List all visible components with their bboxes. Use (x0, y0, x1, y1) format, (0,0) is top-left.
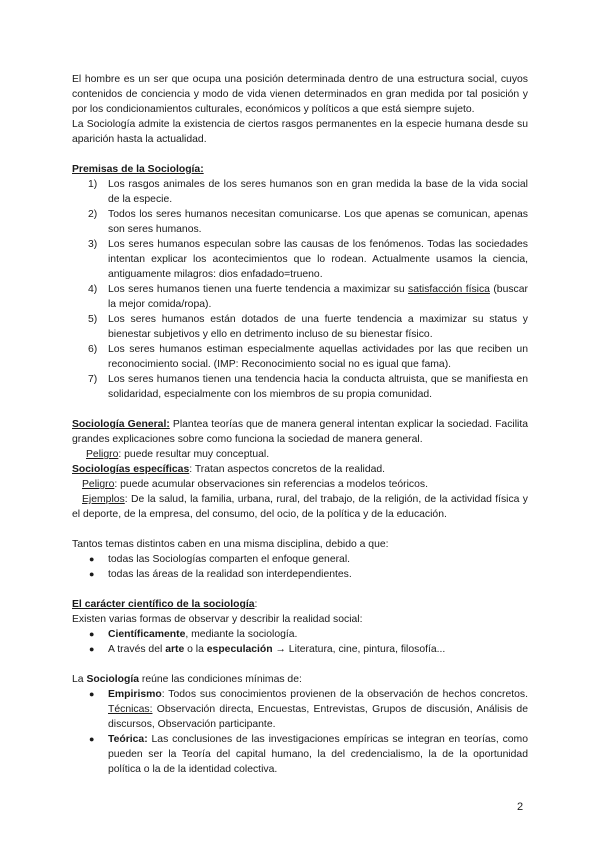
condiciones-intro: La Sociología reúne las condiciones mínimas de: (72, 674, 302, 685)
premisa-item: 4) Los seres humanos tienen una fuerte tendencia a maximizar su satisfacción física (buscar la mejor comida/ropa). (88, 284, 528, 310)
premisa-item: 3) Los seres humanos especulan sobre las causas de los fenómenos. Todas las sociedades intentan explicar los acontecimientos que lo rodean. Actualmente usamos la ciencia, antiguamente milagros: dios enfadado=trueno. (88, 239, 528, 280)
condicion-bullet: ● Teórica: Las conclusiones de las investigaciones empíricas se integran en teorías, como pueden ser la Teoría del capital humano, la del credencialismo, la de la oportunidad política o la de la identidad colectiva. (89, 734, 528, 775)
sociologia-general: Sociología General: Plantea teorías que de manera general intentan explicar la sociedad. Facilita grandes explicaciones sobre como funciona la sociedad de manera general. (72, 419, 528, 445)
general-peligro: Peligro: puede resultar muy conceptual. (86, 449, 270, 460)
tantos-bullet: ● todas las Sociologías comparten el enfoque general. (89, 554, 351, 565)
tantos-list (72, 552, 528, 582)
condicion-bullet: ● Empirismo: Todos sus conocimientos provienen de la observación de hechos concretos. Técnicas: Observación directa, Encuestas, Entrevistas, Grupos de discusión, Análisis de discursos, Observación participante. (89, 689, 528, 730)
premisa-item: 7) Los seres humanos tienen una tendencia hacia la conducta altruista, que se manifiesta en solidaridad, especialmente con los miembros de su propia comunidad. (88, 374, 528, 400)
tantos-intro: Tantos temas distintos caben en una misma disciplina, debido a que: (72, 539, 389, 550)
premisa-item: 2) Todos los seres humanos necesitan comunicarse. Los que apenas se comunican, apenas son seres humanos. (88, 209, 528, 235)
premisas-heading: Premisas de la Sociología: (72, 164, 204, 175)
intro-paragraph-1: El hombre es un ser que ocupa una posición determinada dentro de una estructura social, cuyos contenidos de conciencia y modo de vida vienen determinados en gran medida por tal posición y por los condicionamientos culturales, económicos y políticos a que está siempre sujeto. (72, 74, 528, 115)
caracter-intro: Existen varias formas de observar y describir la realidad social: (72, 614, 363, 625)
page-number: 2 (517, 801, 524, 813)
condiciones-list (72, 687, 528, 777)
caracter-bullet: ● Científicamente, mediante la sociología. (89, 629, 298, 640)
sociologias-especificas: Sociologías específicas: Tratan aspectos concretos de la realidad. (72, 464, 386, 475)
premisas-list (72, 177, 528, 402)
especificas-ejemplos: Ejemplos: De la salud, la familia, urbana, rural, del trabajo, de la religión, de la actividad física y el deporte, de la empresa, del consumo, del ocio, de la política y de la educación. (72, 494, 528, 520)
caracter-bullet: ● A través del arte o la especulación → Literatura, cine, pintura, filosofía... (89, 644, 446, 655)
intro-paragraph-2: La Sociología admite la existencia de ciertos rasgos permanentes en la especie humana desde su aparición hasta la actualidad. (72, 119, 528, 145)
premisa-item: 5) Los seres humanos están dotados de una fuerte tendencia a maximizar su status y bienestar subjetivos y ello en detrimento incluso de su bienestar físico. (88, 314, 528, 340)
premisa-item: 1) Los rasgos animales de los seres humanos son en gran medida la base de la vida social de la especie. (88, 179, 528, 205)
caracter-heading: El carácter científico de la sociología: (72, 599, 258, 610)
tantos-bullet: ● todas las áreas de la realidad son interdependientes. (89, 569, 352, 580)
especificas-peligro: Peligro: puede acumular observaciones sin referencias a modelos teóricos. (82, 479, 428, 490)
document-page (72, 72, 528, 777)
premisa-item: 6) Los seres humanos estiman especialmente aquellas actividades por las que reciben un reconocimiento social. (IMP: Reconocimiento social no es igual que fama). (88, 344, 528, 370)
caracter-list (72, 627, 528, 657)
